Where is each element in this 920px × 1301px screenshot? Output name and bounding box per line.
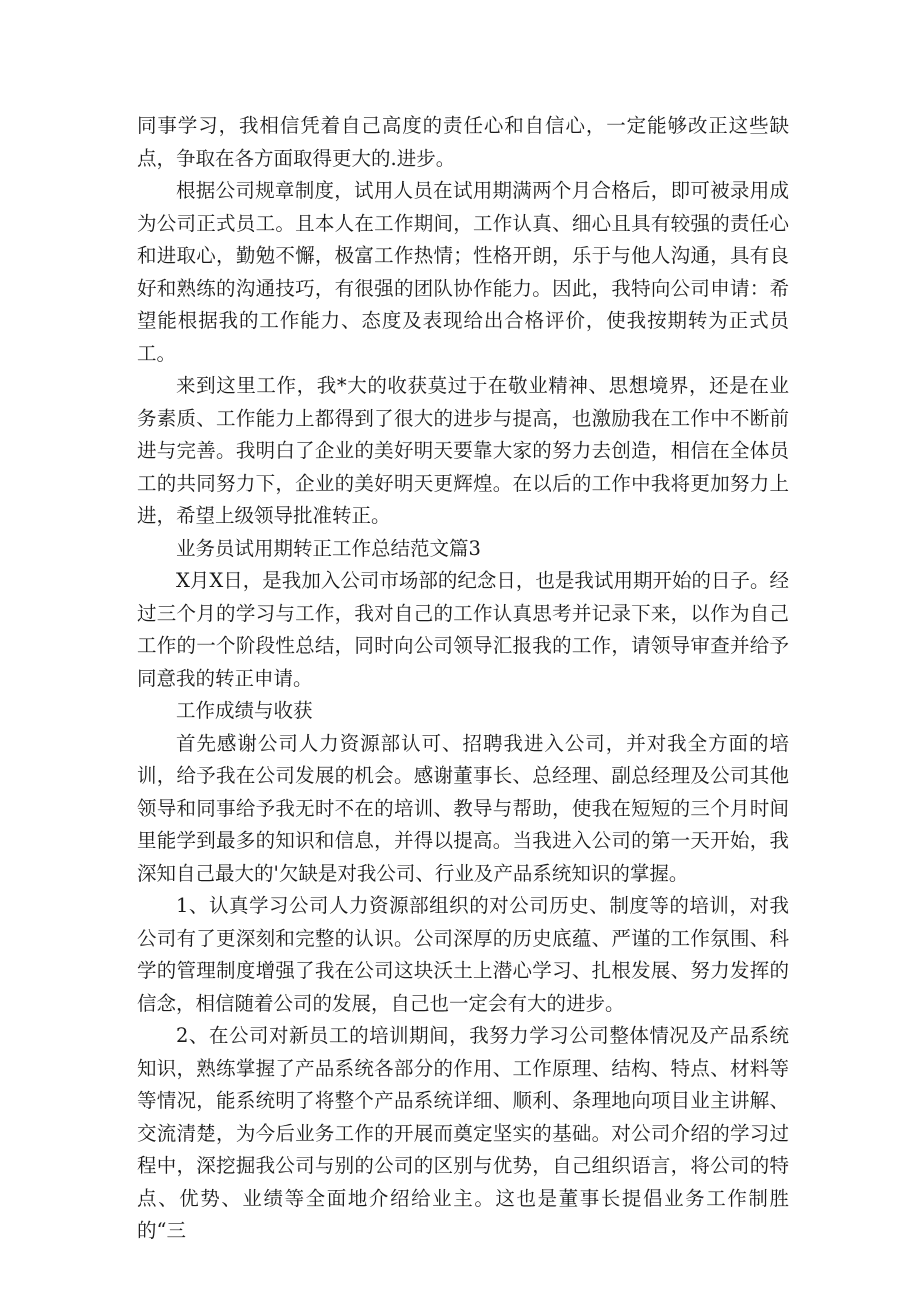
paragraph-intro: X月X日，是我加入公司市场部的纪念日，也是我试用期开始的日子。经过三个月的学习与工作，我对自己的工作认真思考并记录下来，以作为自己工作的一个阶段性总结，同时向公司领导汇报我的工作，请领导审查并给予同意我的转正申请。	[137, 569, 789, 690]
paragraph-item-1: 1、认真学习公司人力资源部组织的对公司历史、制度等的培训，对我公司有了更深刻和完整的认识。公司深厚的历史底蕴、严谨的工作氛围、科学的管理制度增强了我在公司这块沃土上潜心学习、扎根发展、努力发挥的信念，相信随着公司的发展，自己也一定会有大的进步。	[137, 894, 789, 1015]
section-title: 业务员试用期转正工作总结范文篇3	[176, 536, 481, 560]
paragraph-thanks: 首先感谢公司人力资源部认可、招聘我进入公司，并对我全方面的培训，给予我在公司发展的机会。感谢董事长、总经理、副总经理及公司其他领导和同事给予我无时不在的培训、教导与帮助，使我在短短的三个月时间里能学到最多的知识和信息，并得以提高。当我进入公司的第一天开始，我深知自己最大的'欠缺是对我公司、行业及产品系统知识的掌握。	[137, 731, 789, 885]
paragraph-continued: 同事学习，我相信凭着自己高度的责任心和自信心，一定能够改正这些缺点，争取在各方面取得更大的.进步。	[137, 114, 789, 170]
paragraph-gains: 来到这里工作，我*大的收获莫过于在敬业精神、思想境界，还是在业务素质、工作能力上都得到了很大的进步与提高，也激励我在工作中不断前进与完善。我明白了企业的美好明天要靠大家的努力去创造，相信在全体员工的共同努力下，企业的美好明天更辉煌。在以后的工作中我将更加努力上进，希望上级领导批准转正。	[137, 374, 789, 527]
subsection-title: 工作成绩与收获	[176, 699, 313, 722]
document-body	[137, 110, 789, 1248]
paragraph-regulation: 根据公司规章制度，试用人员在试用期满两个月合格后，即可被录用成为公司正式员工。且本人在工作期间，工作认真、细心且具有较强的责任心和进取心，勤勉不懈，极富工作热情；性格开朗，乐于与他人沟通，具有良好和熟练的沟通技巧，有很强的团队协作能力。因此，我特向公司申请：希望能根据我的工作能力、态度及表现给出合格评价，使我按期转为正式员工。	[137, 179, 789, 365]
paragraph-item-2: 2、在公司对新员工的培训期间，我努力学习公司整体情况及产品系统知识，熟练掌握了产品系统各部分的作用、工作原理、结构、特点、材料等等情况，能系统明了将整个产品系统详细、顺利、条理地向项目业主讲解、交流清楚，为今后业务工作的开展而奠定坚实的基础。对公司介绍的学习过程中，深挖掘我公司与别的公司的区别与优势，自己组织语言，将公司的特点、优势、业绩等全面地介绍给业主。这也是董事长提倡业务工作制胜的“三	[137, 1024, 789, 1242]
